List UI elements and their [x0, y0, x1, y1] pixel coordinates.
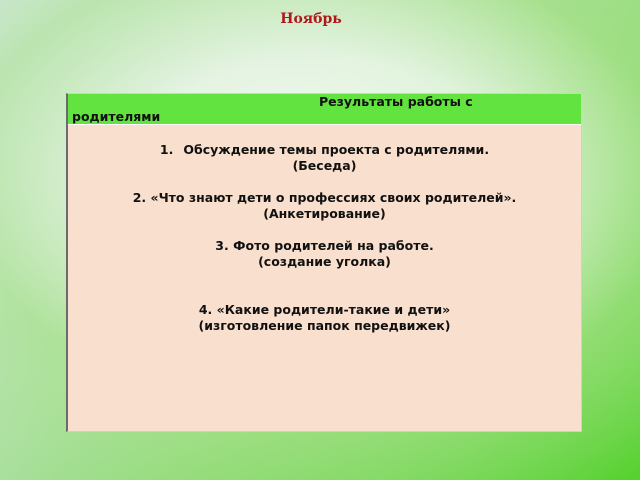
- item-note: (Беседа): [292, 158, 357, 173]
- results-table: [66, 93, 582, 432]
- item-note: (создание уголка): [258, 254, 391, 269]
- list-item: [68, 238, 581, 270]
- list-item: [68, 302, 581, 334]
- table-body: [68, 125, 581, 334]
- item-text: 2. «Что знают дети о профессиях своих родителей».: [132, 190, 517, 205]
- item-number: 1.: [159, 142, 174, 157]
- table-header-line2: родителями: [72, 109, 161, 124]
- list-item: [68, 190, 581, 222]
- item-note: (изготовление папок передвижек): [198, 318, 451, 333]
- slide-title: Ноябрь: [280, 11, 342, 27]
- table-header-line1: Результаты работы с: [319, 94, 473, 109]
- table-header: [68, 94, 581, 125]
- list-item: [68, 142, 581, 174]
- item-text: 4. «Какие родители-такие и дети»: [198, 302, 451, 317]
- item-text: 3. Фото родителей на работе.: [215, 238, 434, 253]
- item-text: Обсуждение темы проекта с родителями.: [183, 142, 490, 157]
- item-note: (Анкетирование): [263, 206, 386, 221]
